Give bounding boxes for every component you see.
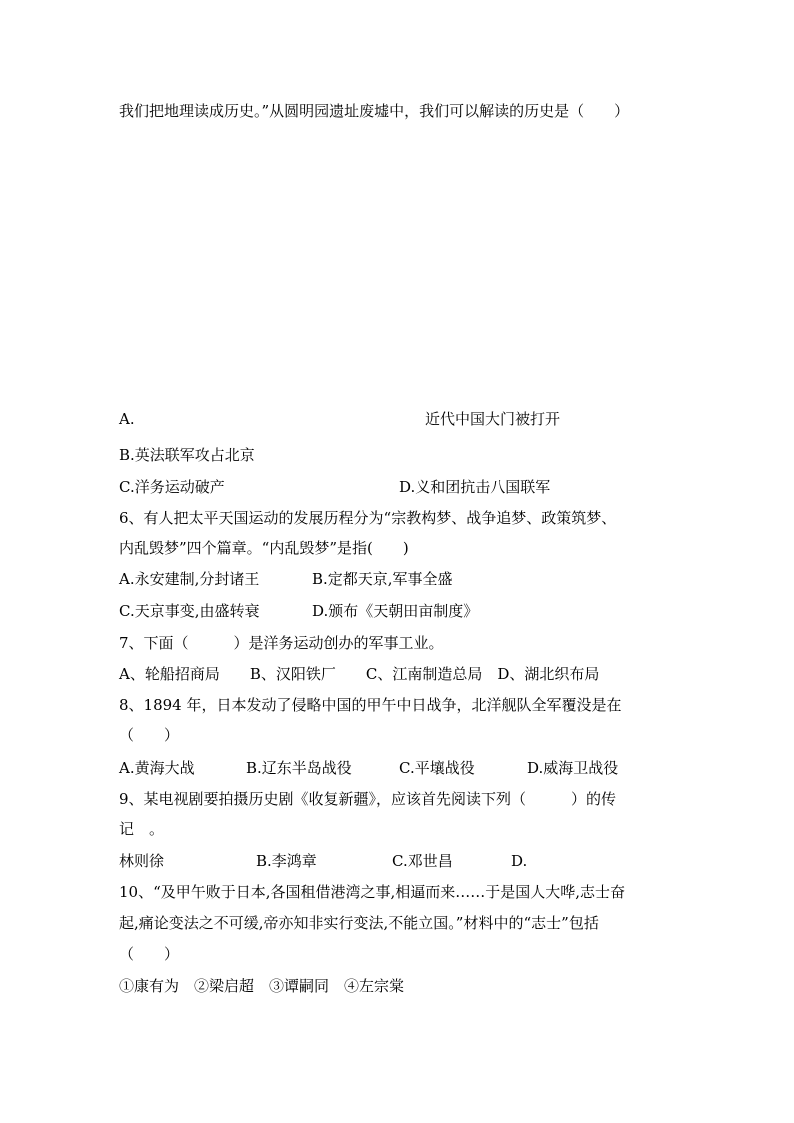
q9-stem-line-1: 9、某电视剧要拍摄历史剧《收复新疆》，应该首先阅读下列（ ）的传 [119, 790, 617, 808]
q7-stem: 7、下面（ ）是洋务运动创办的军事工业。 [119, 634, 444, 652]
q8-option-a: A.黄海大战 [119, 759, 195, 777]
q9-option-b: B.李鸿章 [256, 852, 317, 870]
q8-option-b: B.辽东半岛战役 [246, 759, 352, 777]
q6-option-a: A.永安建制,分封诸王 [119, 570, 260, 588]
q9-option-a: 林则徐 [119, 852, 165, 870]
q5-option-d: D.义和团抗击八国联军 [399, 478, 551, 496]
q8-option-d: D.威海卫战役 [527, 759, 619, 777]
q9-stem-line-2: 记 。 [119, 820, 165, 838]
q5-stem: 我们把地理读成历史。”从圆明园遗址废墟中，我们可以解读的历史是（ ） [119, 102, 630, 120]
q8-option-c: C.平壤战役 [399, 759, 475, 777]
q6-option-d: D.颁布《天朝田亩制度》 [312, 602, 479, 620]
q5-option-b: B.英法联军攻占北京 [119, 446, 255, 464]
q9-option-d: D. [511, 852, 528, 870]
q8-stem-line-1: 8、1894 年，日本发动了侵略中国的甲午中日战争，北洋舰队全军覆没是在 [119, 696, 622, 714]
q6-stem-line-2: 内乱毁梦”四个篇章。“内乱毁梦”是指( ) [119, 539, 409, 557]
q10-options: ①康有为 ②梁启超 ③谭嗣同 ④左宗棠 [119, 977, 405, 995]
q6-option-c: C.天京事变,由盛转衰 [119, 602, 260, 620]
q5-option-c: C.洋务运动破产 [119, 478, 225, 496]
q6-option-b: B.定都天京,军事全盛 [312, 570, 453, 588]
q7-options: A、轮船招商局 B、汉阳铁厂 C、江南制造总局 D、湖北织布局 [119, 665, 600, 683]
q8-stem-line-2: （ ） [119, 726, 180, 744]
q10-stem-line-2: 起,痛论变法之不可缓,帝亦知非实行变法,不能立国。”材料中的“志士”包括 [119, 914, 599, 932]
q6-stem-line-1: 6、有人把太平天国运动的发展历程分为“宗教构梦、战争追梦、政策筑梦、 [119, 509, 617, 527]
q10-stem-line-3: （ ） [119, 945, 180, 963]
q10-stem-line-1: 10、“及甲午败于日本,各国租借港湾之事,相逼而来……于是国人大哗,志士奋 [119, 883, 626, 901]
q5-option-a-text: 近代中国大门被打开 [425, 410, 561, 428]
q5-option-a-label: A. [119, 410, 135, 428]
q9-option-c: C.邓世昌 [392, 852, 453, 870]
